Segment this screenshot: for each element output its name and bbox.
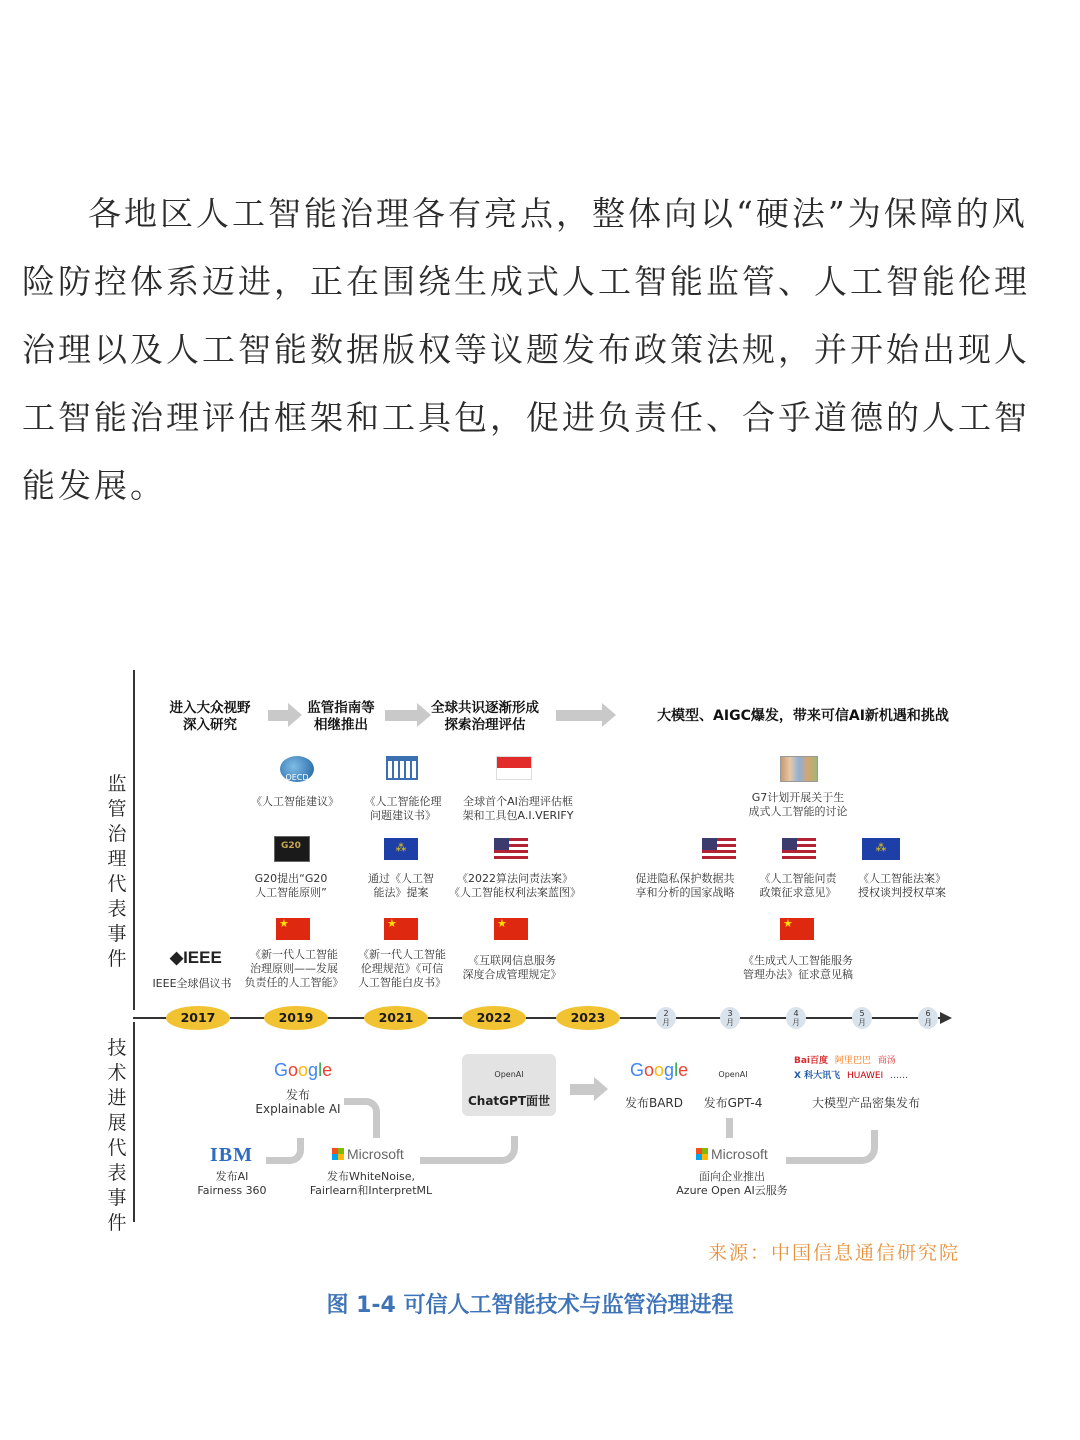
event-g20: G20提出“G20 人工智能原则”	[254, 872, 328, 899]
event-us-accountability: 《人工智能问责 政策征求意见》	[759, 872, 837, 899]
phase-1: 进入大众视野 深入研究	[169, 700, 251, 733]
timeline-arrow-icon	[940, 1012, 952, 1024]
month-badge: 2 月	[656, 1007, 676, 1029]
month-badge: 4 月	[786, 1007, 806, 1029]
eu-flag-icon	[384, 838, 418, 860]
year-badge: 2017	[166, 1006, 230, 1030]
phase-2: 监管指南等 相继推出	[307, 700, 375, 733]
ieee-logo-icon: ◆IEEE	[170, 948, 222, 967]
google-logo-icon: Google	[630, 1060, 689, 1080]
left-divider-bottom	[133, 1022, 135, 1222]
more-brands: ……	[890, 1071, 909, 1081]
china-flag-icon	[384, 918, 418, 940]
event-us-2022: 《2022算法问责法案》 《人工智能权利法案蓝图》	[449, 872, 581, 899]
china-flag-icon	[276, 918, 310, 940]
month-badge: 3 月	[720, 1007, 740, 1029]
openai-logo-icon: OpenAI	[494, 1070, 524, 1079]
us-flag-icon	[782, 838, 816, 860]
event-singapore: 全球首个AI治理评估框 架和工具包A.I.VERIFY	[462, 795, 574, 822]
body-paragraph: 各地区人工智能治理各有亮点，整体向以“硬法”为保障的风险防控体系迈进，正在围绕生成式人工智能监管、人工智能伦理治理以及人工智能数据版权等议题发布政策法规，并开始出现人工智能治理评估框架和工具包，促进负责任、合乎道德的人工智能发展。	[22, 194, 1030, 505]
phase-arrow-1	[268, 710, 288, 721]
year-badge: 2019	[264, 1006, 328, 1030]
event-ieee: IEEE全球倡议书	[152, 977, 232, 990]
flow-arrow-icon	[786, 1130, 878, 1164]
baidu-logo-icon: Bai百度	[794, 1056, 829, 1066]
event-eu-act: 《人工智能法案》 授权谈判授权草案	[858, 872, 946, 899]
left-divider-top	[133, 670, 135, 1010]
eu-flag-icon	[862, 838, 900, 860]
china-flag-icon	[494, 918, 528, 940]
year-badge: 2021	[364, 1006, 428, 1030]
iflytek-logo-icon: X 科大讯飞	[794, 1071, 841, 1081]
unesco-logo-icon	[386, 756, 418, 780]
flow-arrow-icon	[266, 1138, 304, 1164]
month-badge: 6 月	[918, 1007, 938, 1029]
timeline-figure	[0, 660, 1080, 1234]
singapore-flag-icon	[496, 756, 532, 780]
model-brand-logos	[794, 1054, 944, 1084]
event-ibm: 发布AI Fairness 360	[197, 1170, 267, 1197]
ibm-logo-icon: IBM	[210, 1144, 253, 1166]
event-unesco: 《人工智能伦理 问题建议书》	[364, 795, 442, 822]
event-chatgpt: ChatGPT面世	[467, 1094, 550, 1108]
month-badge: 5 月	[852, 1007, 872, 1029]
microsoft-logo-icon: Microsoft	[332, 1146, 404, 1162]
alibaba-logo-icon: 阿里巴巴	[834, 1056, 871, 1066]
google-logo-icon: Google	[274, 1060, 333, 1080]
event-bard: 发布BARD	[624, 1096, 684, 1110]
flow-arrow-icon	[726, 1118, 738, 1138]
event-bigmodels: 大模型产品密集发布	[811, 1096, 920, 1110]
event-ms-whitenoise: 发布WhiteNoise, Fairlearn和InterpretML	[309, 1170, 433, 1197]
event-cn-2023: 《生成式人工智能服务 管理办法》征求意见稿	[743, 954, 853, 981]
us-flag-icon	[494, 838, 528, 860]
huawei-logo-icon: HUAWEI	[846, 1071, 884, 1081]
year-badge: 2023	[556, 1006, 620, 1030]
event-g7: G7计划开展关于生 成式人工智能的讨论	[748, 791, 848, 818]
timeline-axis	[133, 1017, 943, 1019]
figure-caption: 图 1-4 可信人工智能技术与监管治理进程	[326, 1293, 734, 1318]
us-flag-icon	[702, 838, 736, 860]
sensetime-logo-icon: 商汤	[877, 1056, 896, 1066]
event-azure: 面向企业推出 Azure Open AI云服务	[676, 1170, 788, 1197]
governance-axis-label: 监管治理代表事件	[107, 773, 127, 970]
event-cn-2021: 《新一代人工智能 伦理规范》《可信 人工智能白皮书》	[358, 948, 446, 989]
flow-arrow-icon	[344, 1098, 380, 1138]
phase-4: 大模型、AIGC爆发，带来可信AI新机遇和挑战	[657, 708, 949, 724]
g20-logo-text: G20	[281, 841, 301, 851]
microsoft-logo-icon: Microsoft	[696, 1146, 768, 1162]
phase-arrow-2	[385, 710, 417, 721]
phase-arrow-3	[556, 710, 602, 721]
china-flag-icon	[780, 918, 814, 940]
event-gpt4: 发布GPT-4	[703, 1096, 763, 1110]
tech-axis-label: 技术进展代表事件	[107, 1037, 127, 1234]
year-badge: 2022	[462, 1006, 526, 1030]
flow-arrow-icon	[570, 1084, 594, 1095]
oecd-logo-text: OECD	[285, 773, 309, 782]
phase-3: 全球共识逐渐形成 探索治理评估	[431, 700, 539, 733]
g7-photo-icon	[780, 756, 818, 782]
event-cn-2022: 《互联网信息服务 深度合成管理规定》	[462, 954, 562, 981]
event-google-xai: 发布 Explainable AI	[255, 1088, 341, 1116]
flow-arrow-icon	[420, 1136, 518, 1164]
openai-logo-icon: OpenAI	[718, 1070, 748, 1079]
event-oecd: 《人工智能建议》	[251, 795, 339, 808]
event-us-privacy: 促进隐私保护数据共 享和分析的国家战略	[635, 872, 735, 899]
event-eu-ethics: 通过《人工智 能法》提案	[368, 872, 434, 899]
source-note: 来源：中国信息通信研究院	[707, 1242, 960, 1264]
event-cn-2019: 《新一代人工智能 治理原则——发展 负责任的人工智能》	[244, 948, 344, 989]
